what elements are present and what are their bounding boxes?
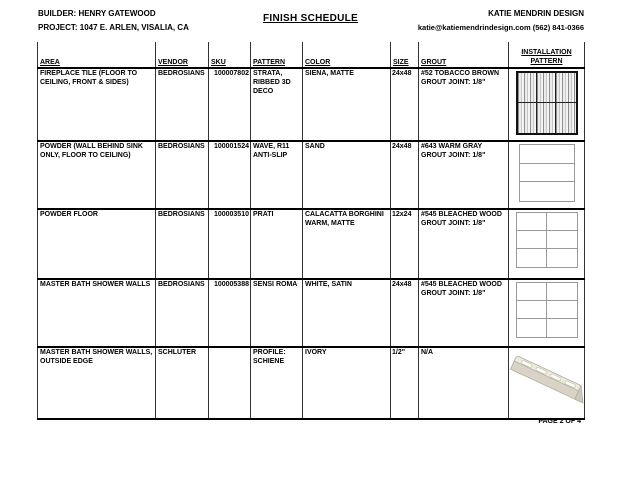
grout-cell bbox=[419, 347, 509, 419]
grout-joint: GROUT JOINT: 1/8" bbox=[421, 78, 486, 86]
vendor-cell: BEDROSIANS bbox=[156, 209, 209, 279]
size-cell: 24x48 bbox=[391, 141, 419, 209]
column-header-pattern: PATTERN bbox=[251, 42, 303, 68]
vendor-cell: BEDROSIANS bbox=[156, 68, 209, 141]
installation-pattern-cell bbox=[509, 279, 585, 347]
table-header-row bbox=[38, 42, 585, 68]
page-number: PAGE 2 OF 4 bbox=[538, 418, 581, 425]
pattern-cell: WAVE, R11 ANTI-SLIP bbox=[251, 141, 303, 209]
color-cell: WHITE, SATIN bbox=[303, 279, 391, 347]
vendor-cell: SCHLUTER bbox=[156, 347, 209, 419]
color-cell: IVORY bbox=[303, 347, 391, 419]
installation-pattern-cell bbox=[509, 141, 585, 209]
column-header-installation-pattern: INSTALLATION PATTERN bbox=[509, 42, 585, 68]
vendor-cell: BEDROSIANS bbox=[156, 279, 209, 347]
pattern-cell: STRATA, RIBBED 3D DECO bbox=[251, 68, 303, 141]
area-cell: MASTER BATH SHOWER WALLS, OUTSIDE EDGE bbox=[38, 347, 156, 419]
grout-joint: GROUT JOINT: 1/8" bbox=[421, 219, 486, 227]
area-cell: MASTER BATH SHOWER WALLS bbox=[38, 279, 156, 347]
table-row bbox=[38, 68, 585, 141]
grout-name: #545 BLEACHED WOOD bbox=[421, 211, 502, 218]
project-label: PROJECT: 1047 E. ARLEN, VISALIA, CA bbox=[38, 23, 189, 32]
column-header-size: SIZE bbox=[391, 42, 419, 68]
column-header-area: AREA bbox=[38, 42, 156, 68]
table-row bbox=[38, 347, 585, 419]
table-row bbox=[38, 279, 585, 347]
page-title: FINISH SCHEDULE bbox=[262, 13, 359, 24]
pattern-cell: SENSI ROMA bbox=[251, 279, 303, 347]
area-cell: POWDER (WALL BEHIND SINK ONLY, FLOOR TO CEILING) bbox=[38, 141, 156, 209]
sku-cell: 100001524 bbox=[209, 141, 251, 209]
sku-cell: 100003510 bbox=[209, 209, 251, 279]
grout-joint: GROUT JOINT: 1/8" bbox=[421, 151, 486, 159]
builder-label: BUILDER: HENRY GATEWOOD bbox=[38, 9, 156, 18]
grout-cell bbox=[419, 279, 509, 347]
column-header-grout: GROUT bbox=[419, 42, 509, 68]
finish-schedule-table bbox=[37, 42, 585, 420]
grout-name: #643 WARM GRAY bbox=[421, 143, 483, 150]
sku-cell: 100007802 bbox=[209, 68, 251, 141]
grout-cell bbox=[419, 68, 509, 141]
designer-name: KATIE MENDRIN DESIGN bbox=[488, 9, 584, 18]
vendor-cell: BEDROSIANS bbox=[156, 141, 209, 209]
column-header-sku: SKU bbox=[209, 42, 251, 68]
installation-pattern-diagram bbox=[516, 212, 578, 268]
pattern-cell: PROFILE: SCHIENE bbox=[251, 347, 303, 419]
installation-pattern-cell bbox=[509, 347, 585, 419]
installation-pattern-diagram bbox=[516, 282, 578, 338]
grout-cell bbox=[419, 209, 509, 279]
installation-pattern-diagram bbox=[519, 144, 575, 202]
installation-pattern-diagram bbox=[516, 71, 578, 135]
column-header-vendor: VENDOR bbox=[156, 42, 209, 68]
area-cell: POWDER FLOOR bbox=[38, 209, 156, 279]
grout-name: N/A bbox=[421, 349, 434, 356]
designer-contact: katie@katiemendrindesign.com (562) 841-0366 bbox=[417, 23, 584, 32]
installation-pattern-diagram bbox=[510, 350, 584, 416]
sku-cell: 100005388 bbox=[209, 279, 251, 347]
table-row bbox=[38, 141, 585, 209]
table-body bbox=[38, 68, 585, 419]
size-cell: 24x48 bbox=[391, 279, 419, 347]
size-cell: 1/2" bbox=[391, 347, 419, 419]
schiene-profile-image bbox=[510, 350, 584, 412]
installation-pattern-cell bbox=[509, 209, 585, 279]
size-cell: 24x48 bbox=[391, 68, 419, 141]
pattern-cell: PRATI bbox=[251, 209, 303, 279]
grout-name: #52 TOBACCO BROWN bbox=[421, 70, 500, 77]
column-header-color: COLOR bbox=[303, 42, 391, 68]
color-cell: SAND bbox=[303, 141, 391, 209]
color-cell: SIENA, MATTE bbox=[303, 68, 391, 141]
color-cell: CALACATTA BORGHINI WARM, MATTE bbox=[303, 209, 391, 279]
size-cell: 12x24 bbox=[391, 209, 419, 279]
sku-cell bbox=[209, 347, 251, 419]
grout-name: #545 BLEACHED WOOD bbox=[421, 281, 502, 288]
grout-joint: GROUT JOINT: 1/8" bbox=[421, 289, 486, 297]
grout-cell bbox=[419, 141, 509, 209]
area-cell: FIREPLACE TILE (FLOOR TO CEILING, FRONT & SIDES) bbox=[38, 68, 156, 141]
installation-pattern-cell bbox=[509, 68, 585, 141]
table-row bbox=[38, 209, 585, 279]
